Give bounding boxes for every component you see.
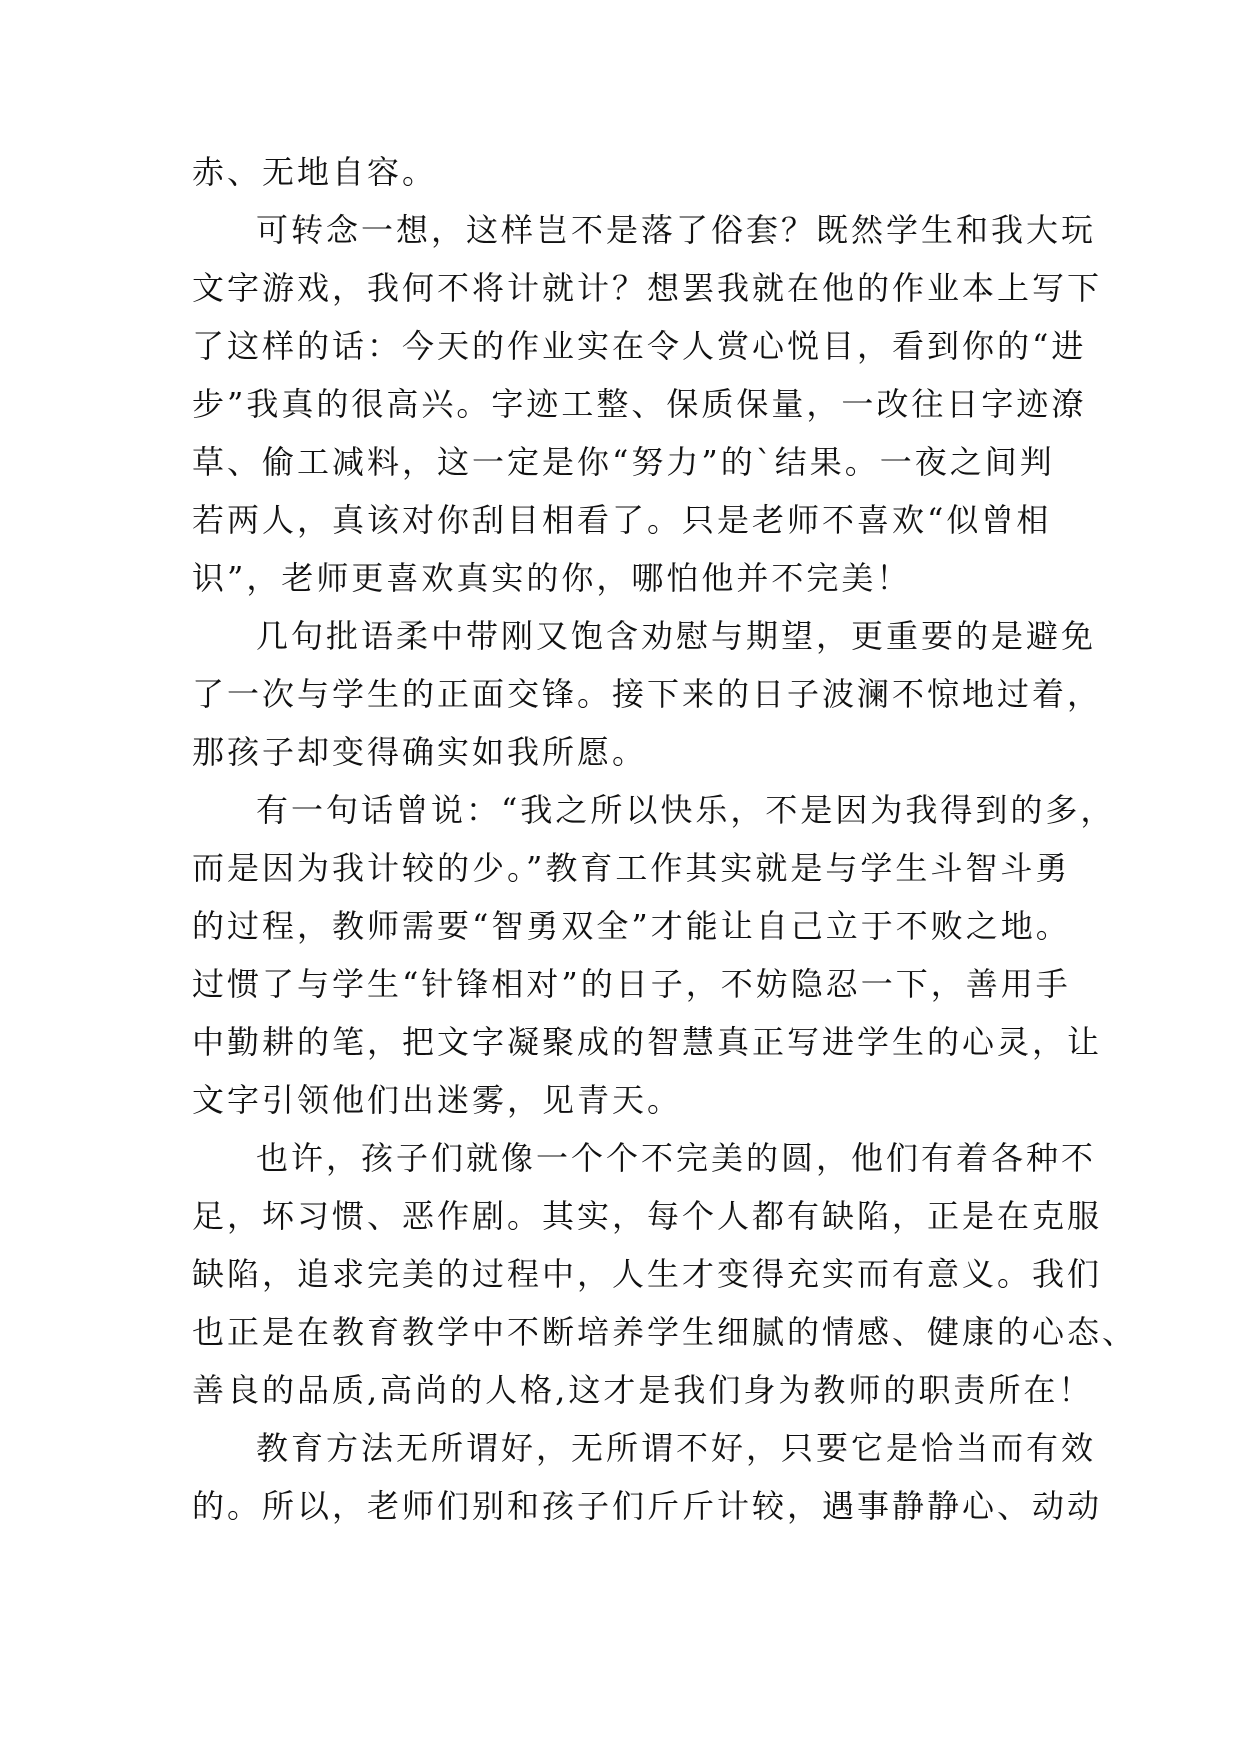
text-line: 善良的品质,高尚的人格,这才是我们身为教师的职责所在！ [192, 1371, 1094, 1409]
text-line: 了这样的话：今天的作业实在令人赏心悦目，看到你的“进 [192, 327, 1087, 365]
text-line: 有一句话曾说：“我之所以快乐，不是因为我得到的多， [256, 791, 1116, 829]
text-line: 而是因为我计较的少。”教育工作其实就是与学生斗智斗勇 [192, 849, 1071, 887]
text-line: 过惯了与学生“针锋相对”的日子，不妨隐忍一下，善用手 [192, 965, 1071, 1003]
text-line: 文字引领他们出迷雾，见青天。 [192, 1081, 683, 1119]
text-line: 草、偷工减料，这一定是你“努力”的`结果。一夜之间判 [192, 443, 1055, 481]
text-line: 足，坏习惯、恶作剧。其实，每个人都有缺陷，正是在克服 [192, 1197, 1103, 1235]
text-line: 教育方法无所谓好，无所谓不好，只要它是恰当而有效 [256, 1429, 1097, 1467]
text-line: 那孩子却变得确实如我所愿。 [192, 733, 648, 771]
text-line: 文字游戏，我何不将计就计？想罢我就在他的作业本上写下 [192, 269, 1103, 307]
text-line: 也许，孩子们就像一个个不完美的圆，他们有着各种不 [256, 1139, 1097, 1177]
text-line: 识”，老师更喜欢真实的你，哪怕他并不完美！ [192, 559, 912, 597]
text-line: 中勤耕的笔，把文字凝聚成的智慧真正写进学生的心灵，让 [192, 1023, 1103, 1061]
text-line: 若两人，真该对你刮目相看了。只是老师不喜欢“似曾相 [192, 501, 1052, 539]
text-line: 几句批语柔中带刚又饱含劝慰与期望，更重要的是避免 [256, 617, 1097, 655]
body-text [192, 153, 1138, 1548]
text-line: 可转念一想，这样岂不是落了俗套？既然学生和我大玩 [256, 211, 1097, 249]
text-line: 了一次与学生的正面交锋。接下来的日子波澜不惊地过着， [192, 675, 1103, 713]
text-line: 赤、无地自容。 [192, 153, 438, 191]
text-line: 的。所以，老师们别和孩子们斤斤计较，遇事静静心、动动 [192, 1487, 1103, 1525]
text-line: 的过程，教师需要“智勇双全”才能让自己立于不败之地。 [192, 907, 1071, 945]
text-line: 缺陷，追求完美的过程中，人生才变得充实而有意义。我们 [192, 1255, 1103, 1293]
text-line: 步”我真的很高兴。字迹工整、保质保量，一改往日字迹潦 [192, 385, 1087, 423]
text-line: 也正是在教育教学中不断培养学生细腻的情感、健康的心态、 [192, 1313, 1138, 1351]
